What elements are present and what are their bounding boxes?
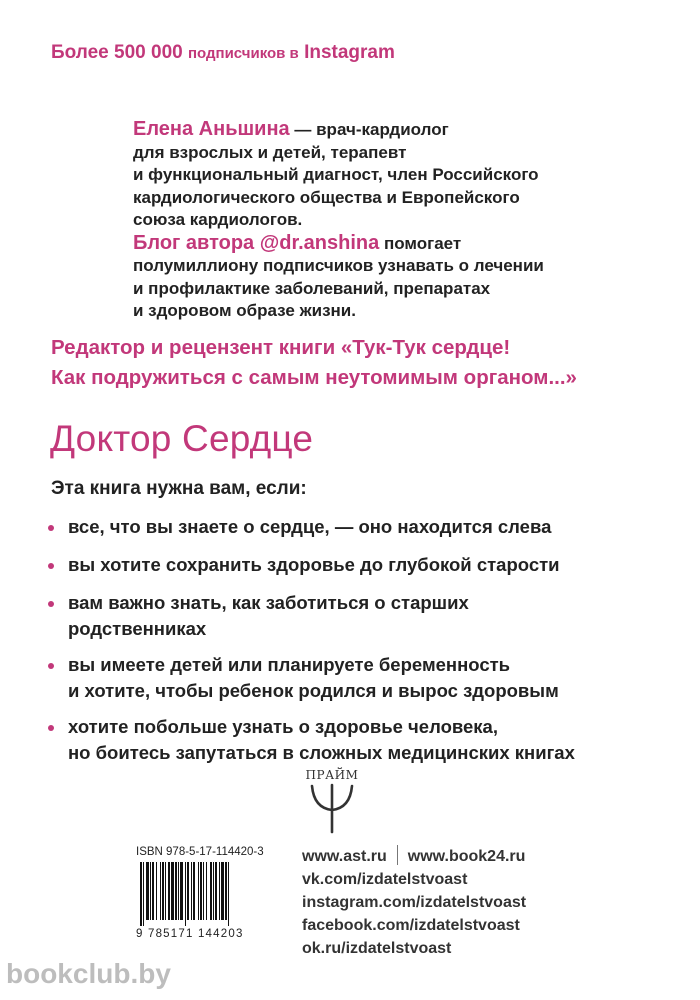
bullet-dot-icon xyxy=(48,525,54,531)
bio-line-5: союза кардиологов. xyxy=(133,210,303,229)
publisher-links xyxy=(302,845,526,960)
bio-line-9: и здоровом образе жизни. xyxy=(133,301,356,320)
link-ast[interactable]: www.ast.ru xyxy=(302,848,387,865)
editor-line-2: Как подружиться с самым неутомимым органом...» xyxy=(51,366,577,389)
reason-line: вы имеете детей или планируете беременность xyxy=(68,654,511,675)
reason-item xyxy=(48,590,575,642)
link-ok[interactable]: ok.ru/izdatelstvoast xyxy=(302,940,452,957)
subscribers-label: подписчиков в xyxy=(187,45,299,62)
bio-line-7: полумиллиону подписчиков узнавать о лечении xyxy=(133,256,544,275)
reason-item xyxy=(48,552,575,578)
need-intro: Эта книга нужна вам, если: xyxy=(51,478,307,499)
links-divider xyxy=(397,845,398,865)
bullet-dot-icon xyxy=(48,663,54,669)
bullet-dot-icon xyxy=(48,563,54,569)
author-name: Елена Аньшина xyxy=(133,118,290,140)
subscribers-count: Более 500 000 xyxy=(51,42,183,63)
blog-label: Блог автора @dr.anshina xyxy=(133,231,380,254)
reasons-list xyxy=(48,514,575,776)
bullet-dot-icon xyxy=(48,725,54,731)
book-title: Доктор Сердце xyxy=(50,418,314,459)
reason-line: и хотите, чтобы ребенок родился и вырос здоровым xyxy=(68,680,559,701)
watermark: bookclub.by xyxy=(6,958,171,989)
bullet-dot-icon xyxy=(48,601,54,607)
bio-line-6: помогает xyxy=(379,233,462,253)
reason-line: вы хотите сохранить здоровье до глубокой старости xyxy=(68,554,560,575)
subscribers-headline xyxy=(51,42,395,64)
bio-line-2: для взрослых и детей, терапевт xyxy=(133,142,407,162)
reason-item xyxy=(48,714,575,766)
editor-line-1: Редактор и рецензент книги «Тук-Тук сердце! xyxy=(51,336,511,359)
instagram-label: Instagram xyxy=(304,42,395,63)
bio-line-4: кардиологического общества и Европейского xyxy=(133,187,520,207)
isbn-label: ISBN 978-5-17-114420-3 xyxy=(136,846,264,858)
reason-item xyxy=(48,652,575,704)
publisher-name: ПРАЙМ xyxy=(305,768,359,782)
publisher-logo xyxy=(302,768,362,838)
reason-item xyxy=(48,514,575,540)
reason-line: вам важно знать, как заботиться о старших xyxy=(68,592,469,613)
reason-line: все, что вы знаете о сердце, — оно находится слева xyxy=(68,516,552,537)
bio-line-8: и профилактике заболеваний, препаратах xyxy=(133,278,491,298)
link-instagram[interactable]: instagram.com/izdatelstvoast xyxy=(302,894,527,911)
barcode-number: 9 785171 144203 xyxy=(136,928,244,940)
link-vk[interactable]: vk.com/izdatelstvoast xyxy=(302,871,468,888)
editor-note xyxy=(51,333,577,393)
barcode-block xyxy=(136,846,286,940)
psi-logo-icon xyxy=(302,782,362,834)
author-bio xyxy=(133,118,653,323)
link-facebook[interactable]: facebook.com/izdatelstvoast xyxy=(302,917,520,934)
reason-line: родственниках xyxy=(68,618,207,639)
bio-line-1: — врач-кардиолог xyxy=(289,120,449,139)
link-book24[interactable]: www.book24.ru xyxy=(407,848,526,865)
bio-line-3: и функциональный диагност, член Российского xyxy=(133,165,539,184)
reason-line: но боитесь запутаться в сложных медицинских книгах xyxy=(68,742,575,763)
reason-line: хотите побольше узнать о здоровье человека, xyxy=(68,716,498,737)
barcode-icon xyxy=(136,862,284,926)
